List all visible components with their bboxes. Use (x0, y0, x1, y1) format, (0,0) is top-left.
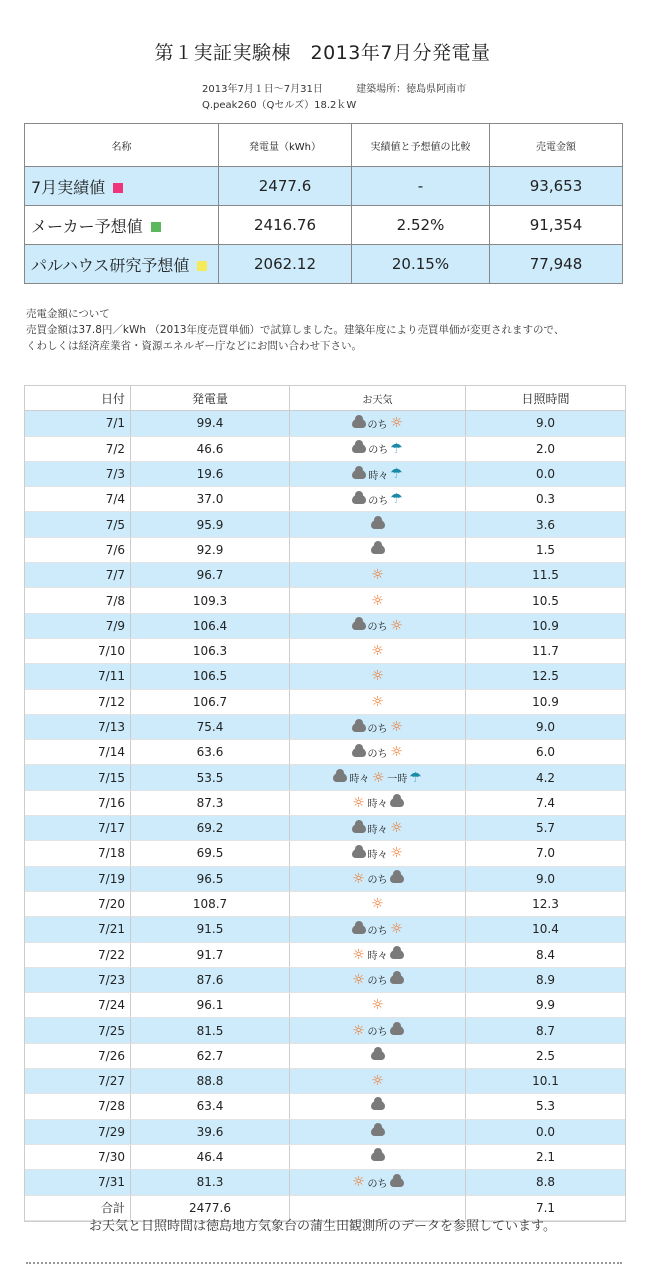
cloud-icon (333, 773, 347, 782)
daily-row (25, 664, 625, 689)
daily-gen: 81.5 (131, 1018, 290, 1043)
cloud-icon (371, 545, 385, 554)
cloud-icon (390, 798, 404, 807)
daily-header-sunshine: 日照時間 (466, 386, 626, 411)
daily-date: 7/7 (25, 563, 131, 588)
sun-icon: ☼ (371, 1073, 384, 1090)
daily-row (25, 487, 625, 512)
daily-date: 7/27 (25, 1069, 131, 1094)
weather-connector: のち (367, 976, 388, 988)
sun-icon: ☼ (390, 719, 403, 735)
daily-gen: 69.5 (131, 841, 290, 866)
sun-icon: ☼ (390, 744, 403, 761)
weather-connector: のち (367, 748, 388, 760)
daily-row (25, 613, 625, 638)
daily-weather (290, 512, 466, 537)
panel-info: Q.peak260（Qセルズ）18.2ｋW (202, 100, 357, 111)
total-label: 合計 (25, 1195, 131, 1220)
daily-date: 7/15 (25, 765, 131, 790)
sun-icon: ☼ (352, 946, 365, 963)
daily-gen: 69.2 (131, 816, 290, 841)
weather-connector: 時々 (349, 774, 370, 786)
summary-header-row (25, 124, 623, 167)
daily-sunshine: 5.3 (466, 1094, 626, 1119)
daily-date: 7/22 (25, 942, 131, 967)
daily-row (25, 866, 625, 891)
daily-gen: 81.3 (131, 1170, 290, 1195)
daily-gen: 19.6 (131, 461, 290, 486)
daily-row (25, 917, 625, 942)
daily-date: 7/5 (25, 512, 131, 537)
daily-row (25, 993, 625, 1018)
daily-weather (290, 613, 466, 638)
daily-row (25, 967, 625, 992)
total-sunshine: 7.1 (466, 1195, 626, 1220)
daily-gen: 63.6 (131, 740, 290, 765)
daily-gen: 95.9 (131, 512, 290, 537)
daily-gen: 46.6 (131, 436, 290, 461)
daily-sunshine: 0.3 (466, 487, 626, 512)
sun-icon: ☼ (371, 592, 384, 609)
daily-gen: 37.0 (131, 487, 290, 512)
daily-gen: 46.4 (131, 1144, 290, 1169)
note-line: くわしくは経済産業省・資源エネルギー庁などにお問い合わせ下さい。 (26, 340, 362, 352)
sun-icon: ☼ (352, 971, 365, 988)
summary-row (25, 206, 623, 245)
daily-weather (290, 765, 466, 790)
daily-row (25, 714, 625, 739)
daily-table (25, 386, 625, 1221)
cloud-icon (390, 1026, 404, 1035)
daily-sunshine: 8.4 (466, 942, 626, 967)
summary-amount: 77,948 (490, 245, 623, 284)
daily-date: 7/17 (25, 816, 131, 841)
cloud-icon (371, 1101, 385, 1110)
daily-weather (290, 1043, 466, 1068)
daily-weather (290, 689, 466, 714)
daily-date: 7/10 (25, 638, 131, 663)
cloud-icon (352, 621, 366, 630)
period-info (202, 80, 466, 95)
summary-header-compare: 実績値と予想値の比較 (352, 124, 490, 167)
summary-compare: 20.15% (352, 245, 490, 284)
cloud-icon (390, 975, 404, 984)
daily-gen: 88.8 (131, 1069, 290, 1094)
daily-gen: 87.6 (131, 967, 290, 992)
daily-header-date: 日付 (25, 386, 131, 411)
daily-weather (290, 1094, 466, 1119)
daily-gen: 109.3 (131, 588, 290, 613)
daily-weather (290, 714, 466, 739)
sun-icon: ☼ (371, 643, 384, 660)
dotted-divider (26, 1262, 622, 1264)
daily-date: 7/23 (25, 967, 131, 992)
daily-date: 7/4 (25, 487, 131, 512)
weather-connector: 時々 (367, 799, 388, 811)
umbrella-icon: ☂ (409, 769, 422, 786)
cloud-icon (352, 925, 366, 934)
daily-weather (290, 1018, 466, 1043)
summary-label (25, 167, 219, 206)
summary-header-amount: 売電金額 (490, 124, 623, 167)
daily-sunshine: 0.0 (466, 1119, 626, 1144)
footer-note: お天気と日照時間は徳島地方気象台の蒲生田観測所のデータを参照しています。 (89, 1219, 556, 1234)
sun-icon: ☼ (352, 1022, 365, 1039)
daily-gen: 87.3 (131, 790, 290, 815)
sun-icon: ☼ (371, 668, 384, 685)
daily-weather (290, 1144, 466, 1169)
weather-connector: のち (367, 925, 388, 937)
daily-sunshine: 9.0 (466, 866, 626, 891)
daily-date: 7/18 (25, 841, 131, 866)
weather-connector: 時々 (367, 849, 388, 861)
daily-row (25, 588, 625, 613)
daily-sunshine: 10.1 (466, 1069, 626, 1094)
daily-sunshine: 2.1 (466, 1144, 626, 1169)
daily-sunshine: 8.9 (466, 967, 626, 992)
daily-table-wrap (24, 385, 626, 1222)
cloud-icon (352, 470, 366, 479)
daily-row (25, 891, 625, 916)
daily-weather (290, 411, 466, 436)
daily-weather (290, 917, 466, 942)
daily-sunshine: 12.5 (466, 664, 626, 689)
daily-row (25, 1144, 625, 1169)
weather-connector: のち (367, 1027, 388, 1039)
daily-date: 7/2 (25, 436, 131, 461)
sun-icon: ☼ (390, 415, 403, 432)
summary-amount: 91,354 (490, 206, 623, 245)
umbrella-icon: ☂ (390, 466, 403, 483)
daily-weather (290, 993, 466, 1018)
daily-weather (290, 588, 466, 613)
total-gen: 2477.6 (131, 1195, 290, 1220)
weather-connector: のち (368, 495, 389, 507)
daily-row (25, 1119, 625, 1144)
sun-icon: ☼ (390, 820, 403, 837)
daily-sunshine: 9.9 (466, 993, 626, 1018)
daily-weather (290, 790, 466, 815)
daily-gen: 96.5 (131, 866, 290, 891)
daily-sunshine: 1.5 (466, 537, 626, 562)
daily-header-row (25, 386, 625, 411)
summary-gen: 2062.12 (219, 245, 352, 284)
daily-weather (290, 638, 466, 663)
cloud-icon (352, 849, 366, 858)
summary-label-text: 7月実績値 (31, 177, 106, 197)
daily-row (25, 1043, 625, 1068)
weather-connector: 時々 (367, 824, 388, 836)
daily-date: 7/9 (25, 613, 131, 638)
daily-gen: 62.7 (131, 1043, 290, 1068)
cloud-icon (371, 1127, 385, 1136)
daily-weather (290, 664, 466, 689)
weather-connector: のち (367, 875, 388, 887)
cloud-icon (352, 748, 366, 757)
daily-weather (290, 1069, 466, 1094)
summary-table (24, 123, 623, 284)
daily-sunshine: 10.9 (466, 613, 626, 638)
daily-sunshine: 9.0 (466, 714, 626, 739)
page-title: 第１実証実験棟 2013年7月分発電量 (154, 42, 491, 64)
daily-date: 7/19 (25, 866, 131, 891)
daily-gen: 53.5 (131, 765, 290, 790)
daily-sunshine: 8.8 (466, 1170, 626, 1195)
legend-swatch (197, 261, 207, 271)
daily-sunshine: 6.0 (466, 740, 626, 765)
weather-connector: 時々 (368, 470, 389, 482)
weather-connector: のち (367, 1178, 388, 1190)
cloud-icon (352, 824, 366, 833)
summary-header-name: 名称 (25, 124, 219, 167)
summary-label-text: パルハウス研究予想値 (31, 255, 190, 275)
daily-row (25, 1069, 625, 1094)
daily-weather (290, 487, 466, 512)
daily-gen: 39.6 (131, 1119, 290, 1144)
cloud-icon (352, 495, 366, 504)
daily-date: 7/29 (25, 1119, 131, 1144)
note-line: 売買金額は37.8円／kWh （2013年度売買単価）で試算しました。建築年度により売買単価が変更されますので、 (26, 324, 565, 336)
daily-gen: 99.4 (131, 411, 290, 436)
daily-gen: 106.7 (131, 689, 290, 714)
daily-row (25, 942, 625, 967)
daily-sunshine: 9.0 (466, 411, 626, 436)
sun-icon: ☼ (371, 769, 385, 786)
summary-compare: 2.52% (352, 206, 490, 245)
daily-sunshine: 12.3 (466, 891, 626, 916)
sun-icon: ☼ (352, 870, 365, 887)
summary-label (25, 206, 219, 245)
daily-gen: 92.9 (131, 537, 290, 562)
daily-header-weather: お天気 (290, 386, 466, 411)
summary-header-gen: 発電量（kWh） (219, 124, 352, 167)
daily-date: 7/14 (25, 740, 131, 765)
cloud-icon (390, 1178, 404, 1187)
daily-row (25, 689, 625, 714)
daily-date: 7/8 (25, 588, 131, 613)
sun-icon: ☼ (390, 845, 403, 862)
daily-row (25, 1170, 625, 1195)
legend-swatch (151, 222, 161, 232)
umbrella-icon: ☂ (390, 491, 403, 508)
sun-icon: ☼ (390, 921, 403, 938)
cloud-icon (390, 950, 404, 959)
daily-weather (290, 436, 466, 461)
daily-gen: 96.7 (131, 563, 290, 588)
daily-date: 7/20 (25, 891, 131, 916)
daily-sunshine: 4.2 (466, 765, 626, 790)
daily-row (25, 638, 625, 663)
daily-row (25, 563, 625, 588)
daily-row (25, 1018, 625, 1043)
weather-connector: 一時 (387, 774, 408, 786)
daily-gen: 91.5 (131, 917, 290, 942)
price-note (26, 306, 564, 354)
daily-sunshine: 11.5 (466, 563, 626, 588)
sun-icon: ☼ (390, 617, 403, 634)
weather-connector: のち (368, 445, 389, 457)
daily-row (25, 411, 625, 436)
daily-gen: 106.5 (131, 664, 290, 689)
summary-compare: - (352, 167, 490, 206)
summary-gen: 2416.76 (219, 206, 352, 245)
daily-weather (290, 816, 466, 841)
daily-sunshine: 10.5 (466, 588, 626, 613)
daily-date: 7/30 (25, 1144, 131, 1169)
daily-row (25, 537, 625, 562)
legend-swatch (113, 183, 123, 193)
daily-weather (290, 866, 466, 891)
daily-date: 7/21 (25, 917, 131, 942)
daily-date: 7/26 (25, 1043, 131, 1068)
sun-icon: ☼ (371, 896, 384, 913)
weather-connector: 時々 (367, 951, 388, 963)
daily-gen: 108.7 (131, 891, 290, 916)
daily-row (25, 512, 625, 537)
weather-connector: のち (367, 622, 388, 634)
daily-sunshine: 2.5 (466, 1043, 626, 1068)
sun-icon: ☼ (371, 693, 384, 710)
daily-row (25, 1094, 625, 1119)
cloud-icon (371, 1051, 385, 1060)
daily-date: 7/6 (25, 537, 131, 562)
daily-gen: 106.3 (131, 638, 290, 663)
weather-connector: のち (367, 419, 388, 431)
cloud-icon (352, 444, 366, 453)
daily-date: 7/25 (25, 1018, 131, 1043)
daily-date: 7/3 (25, 461, 131, 486)
summary-row (25, 245, 623, 284)
daily-sunshine: 7.0 (466, 841, 626, 866)
daily-date: 7/1 (25, 411, 131, 436)
daily-row (25, 841, 625, 866)
summary-label-text: メーカー予想値 (31, 216, 143, 236)
daily-row (25, 790, 625, 815)
daily-date: 7/28 (25, 1094, 131, 1119)
daily-weather (290, 461, 466, 486)
daily-weather (290, 740, 466, 765)
cloud-icon (352, 419, 366, 428)
daily-sunshine: 8.7 (466, 1018, 626, 1043)
daily-row (25, 740, 625, 765)
note-heading: 売電金額について (26, 308, 110, 320)
daily-weather (290, 1119, 466, 1144)
daily-gen: 96.1 (131, 993, 290, 1018)
daily-row (25, 765, 625, 790)
cloud-icon (371, 1152, 385, 1161)
daily-weather (290, 537, 466, 562)
cloud-icon (371, 520, 385, 529)
summary-row (25, 167, 623, 206)
daily-weather (290, 1170, 466, 1195)
daily-gen: 75.4 (131, 714, 290, 739)
sun-icon: ☼ (371, 997, 384, 1014)
daily-date: 7/16 (25, 790, 131, 815)
cloud-icon (352, 723, 366, 732)
daily-gen: 106.4 (131, 613, 290, 638)
daily-weather (290, 942, 466, 967)
daily-sunshine: 10.9 (466, 689, 626, 714)
umbrella-icon: ☂ (390, 440, 403, 457)
daily-sunshine: 0.0 (466, 461, 626, 486)
summary-amount: 93,653 (490, 167, 623, 206)
period: 2013年7月１日〜7月31日 (202, 84, 323, 95)
daily-date: 7/31 (25, 1170, 131, 1195)
daily-gen: 63.4 (131, 1094, 290, 1119)
daily-weather (290, 967, 466, 992)
daily-date: 7/13 (25, 714, 131, 739)
daily-sunshine: 10.4 (466, 917, 626, 942)
daily-row (25, 436, 625, 461)
daily-sunshine: 3.6 (466, 512, 626, 537)
daily-date: 7/11 (25, 664, 131, 689)
weather-connector: のち (367, 723, 388, 735)
daily-weather (290, 891, 466, 916)
cloud-icon (390, 874, 404, 883)
daily-row (25, 461, 625, 486)
summary-label (25, 245, 219, 284)
daily-date: 7/24 (25, 993, 131, 1018)
daily-gen: 91.7 (131, 942, 290, 967)
daily-sunshine: 11.7 (466, 638, 626, 663)
daily-weather (290, 563, 466, 588)
daily-weather (290, 841, 466, 866)
daily-sunshine: 5.7 (466, 816, 626, 841)
sun-icon: ☼ (352, 794, 365, 811)
daily-sunshine: 7.4 (466, 790, 626, 815)
summary-gen: 2477.6 (219, 167, 352, 206)
daily-row (25, 816, 625, 841)
build-place: 建築場所：徳島県阿南市 (356, 84, 467, 95)
sun-icon: ☼ (371, 567, 384, 584)
daily-sunshine: 2.0 (466, 436, 626, 461)
daily-date: 7/12 (25, 689, 131, 714)
daily-header-gen: 発電量 (131, 386, 290, 411)
sun-icon: ☼ (352, 1174, 365, 1191)
